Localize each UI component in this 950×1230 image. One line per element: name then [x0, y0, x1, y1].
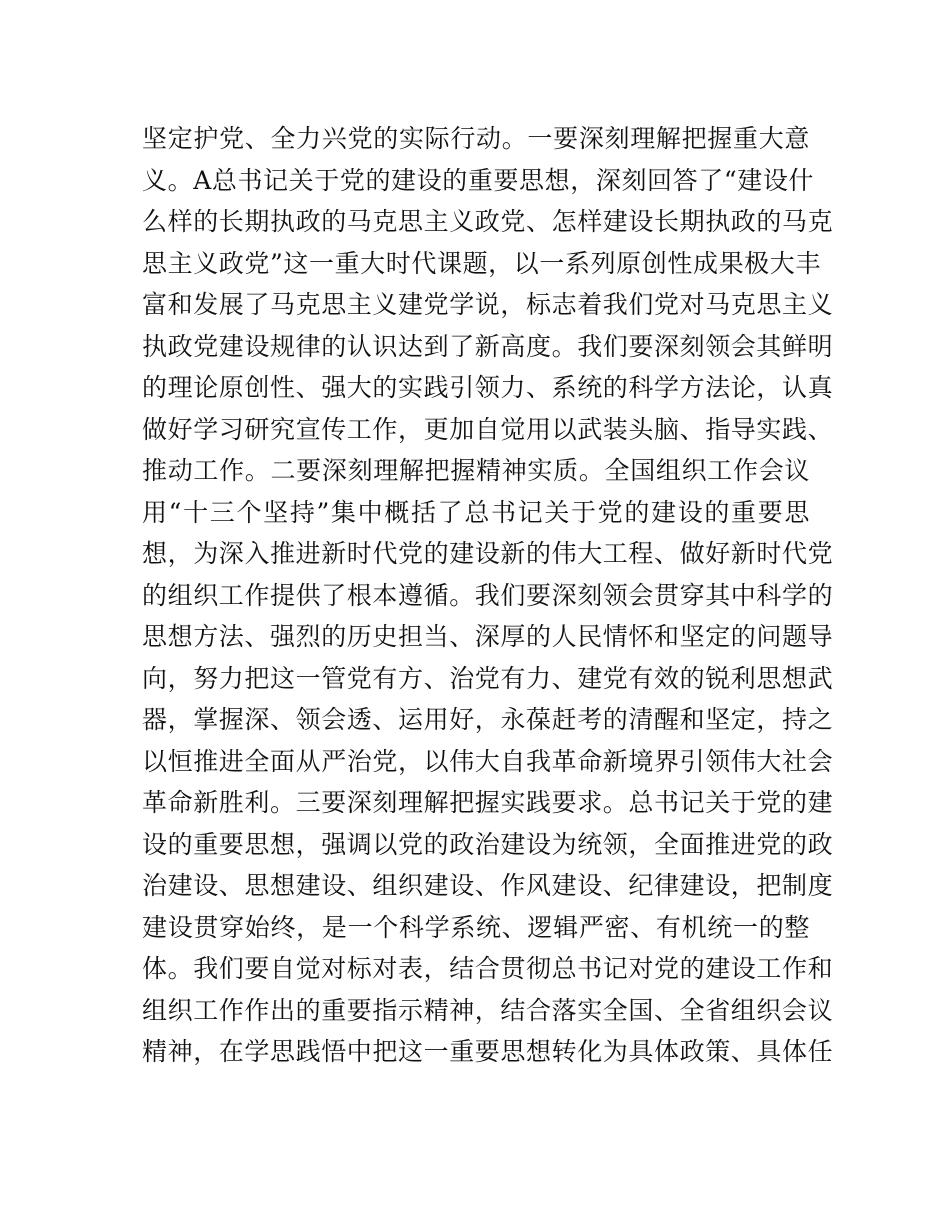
text-line: 想，为深入推进新时代党的建设新的伟大工程、做好新时代党 [142, 539, 834, 568]
text-line: 富和发展了马克思主义建党学说，标志着我们党对马克思主义 [142, 290, 834, 319]
text-line: 用“十三个坚持”集中概括了总书记关于党的建设的重要思 [142, 497, 810, 527]
text-line: 设的重要思想，强调以党的政治建设为统领，全面推进党的政 [142, 829, 834, 859]
text-line: 执政党建设规律的认识达到了新高度。我们要深刻领会其鲜明 [142, 331, 834, 361]
text-line: 推动工作。二要深刻理解把握精神实质。全国组织工作会议 [142, 456, 810, 485]
text-line: 组织工作作出的重要指示精神，结合落实全国、全省组织会议 [142, 995, 834, 1025]
text-line: 思想方法、强烈的历史担当、深厚的人民情怀和坚定的问题导 [142, 622, 834, 651]
text-line: 么样的长期执政的马克思主义政党、怎样建设长期执政的马克 [142, 207, 834, 236]
text-line: 做好学习研究宣传工作，更加自觉用以武装头脑、指导实践、 [142, 414, 834, 444]
text-line: 义。A总书记关于党的建设的重要思想，深刻回答了“建设什 [142, 165, 815, 195]
text-line: 向，努力把这一管党有方、治党有力、建党有效的锐利思想武 [142, 663, 834, 693]
text-line: 建设贯穿始终，是一个科学系统、逻辑严密、有机统一的整 [142, 912, 810, 942]
text-line: 思主义政党”这一重大时代课题，以一系列原创性成果极大丰 [142, 248, 821, 278]
text-line: 的理论原创性、强大的实践引领力、系统的科学方法论，认真 [142, 373, 834, 402]
text-line: 器，掌握深、领会透、运用好，永葆赶考的清醒和坚定，持之 [142, 705, 834, 734]
text-line: 精神，在学思践悟中把这一重要思想转化为具体政策、具体任 [142, 1037, 834, 1066]
text-line: 坚定护党、全力兴党的实际行动。一要深刻理解把握重大意 [142, 124, 810, 153]
text-line: 的组织工作提供了根本遵循。我们要深刻领会贯穿其中科学的 [142, 580, 834, 610]
text-line: 治建设、思想建设、组织建设、作风建设、纪律建设，把制度 [142, 871, 834, 900]
text-line: 以恒推进全面从严治党，以伟大自我革命新境界引领伟大社会 [142, 746, 834, 776]
text-line: 革命新胜利。三要深刻理解把握实践要求。总书记关于党的建 [142, 788, 834, 817]
body-paragraph [142, 118, 834, 1073]
text-line: 体。我们要自觉对标对表，结合贯彻总书记对党的建设工作和 [142, 954, 834, 983]
